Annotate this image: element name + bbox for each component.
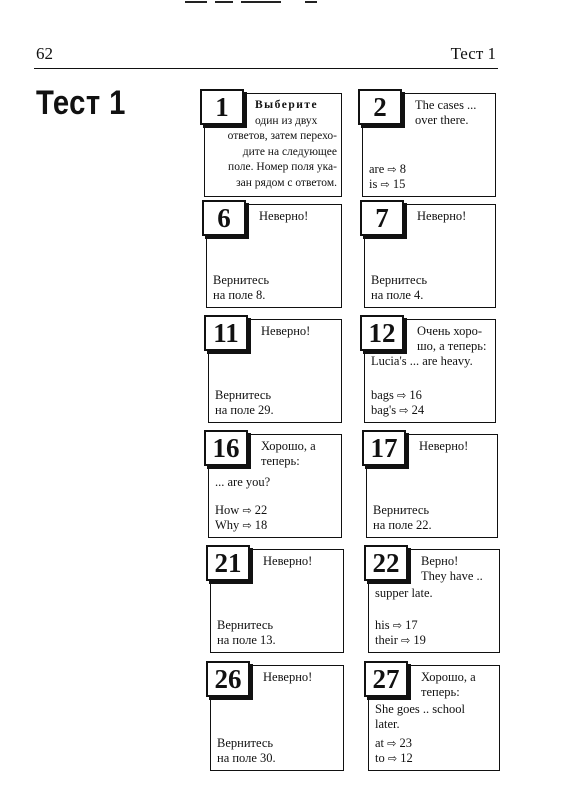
prompt-line: Неверно! [263, 670, 313, 684]
return-line: Вернитесь [217, 618, 274, 632]
card-21 [210, 549, 344, 653]
card-answers [215, 503, 337, 533]
intro-line: один из двух [255, 114, 318, 127]
card-prompt [415, 98, 491, 128]
answer-option[interactable]: his ⇨ 17 [375, 618, 418, 632]
question-line: Lucia's ... are heavy. [371, 354, 473, 368]
card-prompt [261, 439, 337, 469]
prompt-line: Очень хоро- [417, 324, 483, 338]
card-number: 16 [204, 430, 248, 466]
card-number: 27 [364, 661, 408, 697]
prompt-line: Неверно! [259, 209, 309, 223]
card-answers [375, 736, 495, 766]
card-prompt [421, 554, 495, 584]
card-answers [371, 388, 491, 418]
return-line: на поле 29. [215, 403, 274, 417]
page-number: 62 [36, 44, 53, 63]
card-prompt [421, 670, 495, 700]
intro-line: дите на следующее [242, 145, 337, 158]
card-12 [364, 319, 496, 423]
intro-line: зан рядом с ответом. [236, 176, 337, 189]
card-answers [375, 618, 495, 648]
card-11 [208, 319, 342, 423]
card-number: 11 [204, 315, 248, 351]
card-answers [369, 162, 491, 192]
question-line: later. [375, 717, 400, 731]
top-edge-marks [185, 0, 325, 4]
return-line: Вернитесь [371, 273, 428, 287]
section-title: Тест 1 [36, 84, 126, 122]
card-number: 6 [202, 200, 246, 236]
return-line: Вернитесь [373, 503, 430, 517]
card-return [373, 503, 493, 533]
answer-option[interactable]: How ⇨ 22 [215, 503, 268, 517]
return-line: на поле 4. [371, 288, 424, 302]
card-prompt [417, 209, 491, 224]
card-number: 26 [206, 661, 250, 697]
prompt-line: They have .. [421, 569, 483, 583]
prompt-line: over there. [415, 113, 469, 127]
prompt-line: Хорошо, а [421, 670, 476, 684]
card-number: 17 [362, 430, 406, 466]
prompt-line: The cases ... [415, 98, 477, 112]
answer-option[interactable]: Why ⇨ 18 [215, 518, 268, 532]
intro-line: ответов, затем перехо- [227, 130, 337, 142]
card-prompt [419, 439, 493, 454]
card-question [375, 702, 495, 732]
card-prompt [259, 209, 337, 224]
answer-option[interactable]: is ⇨ 15 [369, 177, 406, 191]
prompt-line: Хорошо, а [261, 439, 316, 453]
intro-line: Выберите [255, 99, 319, 111]
card-number: 7 [360, 200, 404, 236]
prompt-line: Неверно! [417, 209, 467, 223]
card-16 [208, 434, 342, 538]
running-header-title: Тест 1 [450, 44, 496, 63]
answer-option[interactable]: bags ⇨ 16 [371, 388, 422, 402]
question-line: ... are you? [215, 475, 271, 489]
answer-option[interactable]: bag's ⇨ 24 [371, 403, 425, 417]
return-line: на поле 13. [217, 633, 276, 647]
card-number: 21 [206, 545, 250, 581]
card-return [217, 618, 339, 648]
return-line: на поле 8. [213, 288, 266, 302]
return-line: на поле 22. [373, 518, 432, 532]
card-6 [206, 204, 342, 308]
card-return [371, 273, 491, 303]
prompt-line: теперь: [261, 454, 300, 468]
intro-line: поле. Номер поля ука- [228, 161, 337, 173]
answer-option[interactable]: their ⇨ 19 [375, 633, 426, 647]
card-27 [368, 665, 500, 771]
card-26 [210, 665, 344, 771]
card-number: 22 [364, 545, 408, 581]
question-line: She goes .. school [375, 702, 465, 716]
prompt-line: Неверно! [419, 439, 469, 453]
card-2 [362, 93, 496, 197]
prompt-line: теперь: [421, 685, 460, 699]
prompt-line: шо, а теперь: [417, 339, 487, 353]
return-line: Вернитесь [215, 388, 272, 402]
prompt-line: Верно! [421, 554, 459, 568]
answer-option[interactable]: at ⇨ 23 [375, 736, 412, 750]
answer-option[interactable]: to ⇨ 12 [375, 751, 413, 765]
card-number: 12 [360, 315, 404, 351]
card-7 [364, 204, 496, 308]
card-prompt [263, 554, 339, 569]
card-prompt [263, 670, 339, 685]
answer-option[interactable]: are ⇨ 8 [369, 162, 406, 176]
card-17 [366, 434, 498, 538]
prompt-line: Неверно! [261, 324, 311, 338]
card-1 [204, 93, 342, 197]
card-22 [368, 549, 500, 653]
card-question [371, 354, 491, 369]
card-prompt [261, 324, 337, 339]
card-return [217, 736, 339, 766]
prompt-line: Неверно! [263, 554, 313, 568]
return-line: на поле 30. [217, 751, 276, 765]
question-line: supper late. [375, 586, 433, 600]
card-question [215, 475, 337, 490]
card-question [375, 586, 495, 601]
return-line: Вернитесь [217, 736, 274, 750]
card-return [213, 273, 337, 303]
card-number: 2 [358, 89, 402, 125]
header-divider [34, 68, 498, 69]
card-return [215, 388, 337, 418]
card-number: 1 [200, 89, 244, 125]
return-line: Вернитесь [213, 273, 270, 287]
card-prompt [417, 324, 491, 354]
